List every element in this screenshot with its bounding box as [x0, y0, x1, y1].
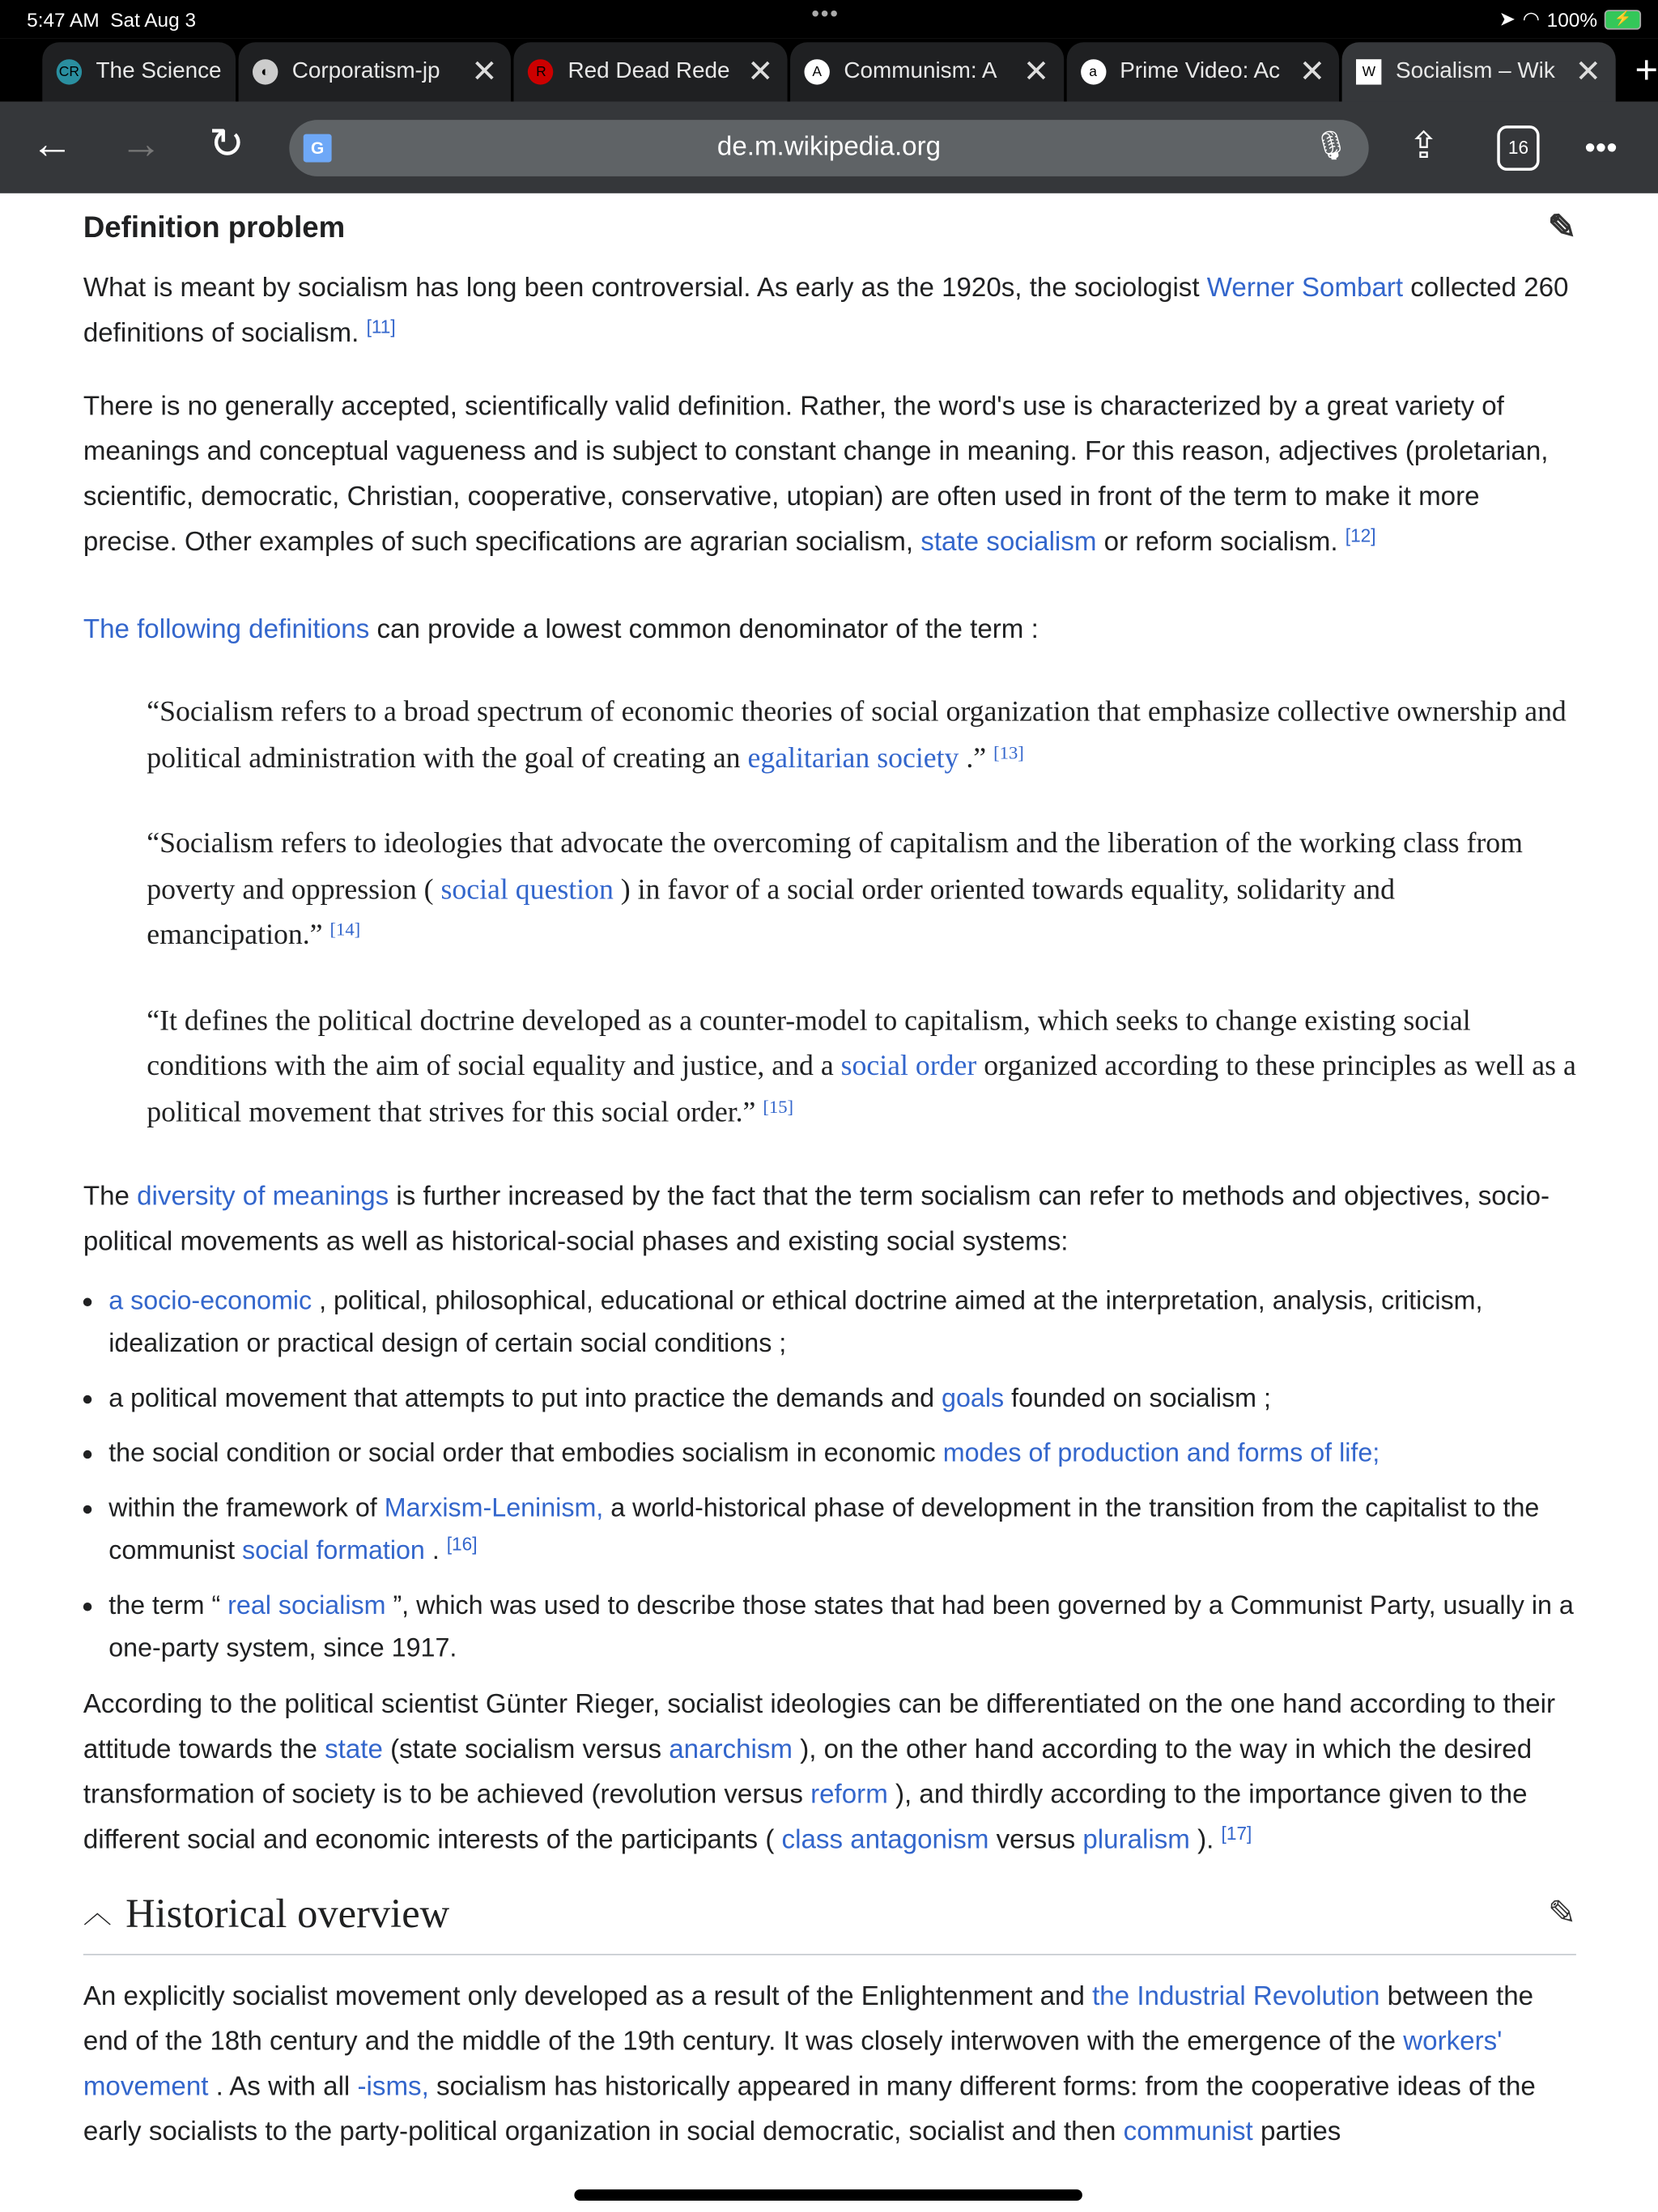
wiki-link[interactable]: pluralism — [1082, 1825, 1190, 1856]
location-icon: ➤ — [1499, 6, 1516, 30]
tab-label: The Science — [96, 59, 222, 83]
wiki-link[interactable]: state socialism — [920, 527, 1097, 558]
wiki-link[interactable]: -isms, — [357, 2072, 429, 2103]
browser-tab[interactable] — [1066, 42, 1339, 101]
translate-icon[interactable]: G — [304, 134, 332, 163]
tab-label: Communism: A — [844, 59, 997, 83]
date-text: Sat Aug 3 — [110, 8, 197, 32]
battery-percent: 100% — [1546, 7, 1598, 31]
browser-tab[interactable] — [514, 42, 787, 101]
meanings-list — [83, 1280, 1576, 1669]
forward-icon[interactable]: → — [120, 121, 163, 168]
text-run: parties — [1252, 2117, 1341, 2147]
paragraph — [83, 1975, 1576, 2155]
close-tab-icon[interactable]: ✕ — [471, 53, 498, 89]
text-run: can provide a lowest common denominator of the term : — [369, 614, 1039, 645]
text-run: According to the political scientist Günter Rieger, socialist ideologies can be differentiated on the one hand according to their attitude towards the — [83, 1690, 1556, 1765]
tab-label: Prime Video: Ac — [1120, 59, 1281, 83]
text-run: “Socialism refers to ideologies that advocate the overcoming of capitalism and the liberation of the working class from poverty and oppression ( — [147, 828, 1523, 906]
text-run: a world-historical phase of development in the transition from the capitalist to the communist — [108, 1492, 1540, 1565]
globe-icon: ◐ — [253, 59, 278, 84]
section-heading-historical[interactable] — [83, 1891, 1576, 1955]
wiki-link[interactable]: goals — [942, 1382, 1005, 1412]
text-run: What is meant by socialism has long been controversial. As early as the 1920s, the sociologist — [83, 274, 1207, 304]
text-run: There is no generally accepted, scientifically valid definition. Rather, the word's use is characterized by a great variety of meanings and conceptual vagueness and is subject to constant change in meaning. For this reason, adjectives (proletarian, scientific, democratic, Christian, cooperative, conservative, utopian) are often used in front of the term to make it more precise. Other examples of such specifications are agrarian socialism, — [83, 392, 1549, 558]
list-item — [108, 1487, 1576, 1572]
wiki-link[interactable]: reform — [810, 1780, 888, 1811]
blockquote — [147, 821, 1576, 958]
reload-icon[interactable]: ↻ — [208, 121, 244, 168]
wiki-link[interactable]: communist — [1123, 2117, 1253, 2147]
wiki-link[interactable]: Werner Sombart — [1206, 274, 1404, 304]
list-item — [108, 1377, 1576, 1419]
status-bar — [0, 0, 1658, 38]
wikipedia-icon: W — [1356, 59, 1381, 84]
text-run: organized according to these principles as well as a political movement that strives for this social order.” — [147, 1051, 1576, 1128]
status-time — [27, 8, 196, 31]
citation-link[interactable]: [13] — [993, 741, 1024, 763]
url-text[interactable]: de.m.wikipedia.org — [716, 132, 942, 163]
amazon-icon: a — [1080, 59, 1105, 84]
auburn-icon: A — [805, 59, 830, 84]
tab-label: Socialism – Wik — [1396, 59, 1555, 83]
list-item — [108, 1280, 1576, 1365]
wiki-link[interactable]: Marxism-Leninism, — [384, 1492, 604, 1522]
text-run: “It defines the political doctrine developed as a counter-model to capitalism, which seeks to change existing social conditions with the aim of social equality and justice, and a — [147, 1004, 1471, 1082]
text-run: a political movement that attempts to put into practice the demands and — [108, 1382, 942, 1412]
text-run: (state socialism versus — [382, 1734, 670, 1765]
wiki-link[interactable]: egalitarian society — [747, 742, 959, 775]
wiki-link[interactable]: the Industrial Revolution — [1092, 1981, 1380, 2012]
section-heading-definition — [83, 207, 1576, 249]
wiki-link[interactable]: diversity of meanings — [137, 1182, 389, 1212]
text-run: socialism has historically appeared in many different forms: from the cooperative ideas of the early socialists to the party-political organization in social democratic, socialist and then — [83, 2072, 1536, 2147]
home-indicator[interactable] — [574, 2189, 1082, 2201]
wiki-link[interactable]: anarchism — [669, 1734, 793, 1765]
citation-link[interactable]: [14] — [329, 918, 361, 940]
text-run: or reform socialism. — [1096, 527, 1346, 558]
section-title: Historical overview — [125, 1891, 450, 1938]
wiki-link[interactable]: a socio-economic — [108, 1284, 312, 1315]
browser-tab[interactable] — [1342, 42, 1615, 101]
microphone-icon[interactable]: 🎙 — [1313, 131, 1350, 163]
article-content — [83, 193, 1576, 2184]
close-tab-icon[interactable]: ✕ — [1299, 53, 1325, 89]
wifi-icon: ◠ — [1522, 6, 1540, 30]
text-run: . — [424, 1535, 447, 1565]
citation-link[interactable]: [11] — [366, 316, 396, 338]
text-run: between the end of the 18th century and the middle of the 19th century. It was closely interwoven with the emergence of the — [83, 1981, 1534, 2057]
multitask-dots-icon[interactable]: ••• — [811, 2, 840, 28]
edit-pencil-icon[interactable]: ✎ — [1547, 1896, 1576, 1933]
section-title: Definition problem — [83, 211, 346, 244]
address-bar[interactable] — [289, 120, 1368, 176]
citation-link[interactable]: [16] — [446, 1533, 478, 1555]
chevron-up-icon[interactable]: ︿ — [83, 1899, 112, 1930]
text-run: “Socialism refers to a broad spectrum of economic theories of social organization that emphasize collective ownership and political administration with the goal of creating an — [147, 697, 1567, 775]
text-run: ”, which was used to describe those states that had been governed by a Communist Party, usually in a one-party system, since 1917. — [108, 1590, 1574, 1662]
text-run: An explicitly socialist movement only developed as a result of the Enlightenment and — [83, 1981, 1093, 2012]
browser-tab[interactable] — [790, 42, 1063, 101]
wiki-link[interactable]: social question — [440, 873, 614, 906]
paragraph — [83, 608, 1576, 653]
list-item — [108, 1584, 1576, 1669]
text-run: ) in favor of a social order oriented towards equality, solidarity and emancipation.” — [147, 873, 1395, 951]
tab-label: Red Dead Rede — [568, 59, 730, 83]
citation-link[interactable]: [12] — [1345, 524, 1376, 546]
text-run: The — [83, 1182, 138, 1212]
status-right — [1499, 7, 1641, 32]
paragraph — [83, 266, 1576, 357]
text-run: ), and thirdly according to the importance given to the different social and economic interests of the participants ( — [83, 1780, 1528, 1856]
share-icon[interactable]: ⇪ — [1408, 124, 1439, 167]
text-run: collected 260 definitions of socialism. — [83, 274, 1569, 349]
tab-label: Corporatism-jp — [291, 59, 440, 83]
browser-tab[interactable] — [42, 42, 236, 101]
tab-strip — [0, 38, 1658, 101]
text-run: the term “ — [108, 1590, 228, 1620]
text-run: , political, philosophical, educational or ethical doctrine aimed at the interpretation, analysis, criticism, idealization or practical design of certain social conditions ; — [108, 1284, 1483, 1357]
time-text: 5:47 AM — [27, 8, 100, 32]
text-run: . As with all — [208, 2072, 358, 2103]
paragraph — [83, 1683, 1576, 1863]
close-tab-icon[interactable]: ✕ — [1022, 53, 1050, 89]
more-icon[interactable]: ••• — [1584, 129, 1618, 165]
wiki-link[interactable]: workers' movement — [83, 2027, 1503, 2103]
paragraph — [83, 385, 1576, 566]
list-item — [108, 1432, 1576, 1474]
close-tab-icon[interactable]: ✕ — [1575, 53, 1601, 89]
paragraph — [83, 1175, 1576, 1266]
text-run: ), on the other hand according to the way in which the desired transformation of society is to be achieved (revolution versus — [83, 1734, 1533, 1811]
text-run: is further increased by the fact that the term socialism can refer to methods and objectives, socio-political movements as well as historical-social phases and existing social systems: — [83, 1182, 1550, 1257]
text-run: ). — [1189, 1825, 1222, 1856]
blockquote — [147, 690, 1576, 781]
blockquote — [147, 998, 1576, 1136]
tab-count-button[interactable]: 16 — [1497, 125, 1539, 171]
wiki-link[interactable]: modes of production and forms of life; — [942, 1437, 1380, 1467]
citation-link[interactable]: [15] — [763, 1095, 794, 1117]
new-tab-icon[interactable]: + — [1635, 48, 1658, 92]
battery-icon: ⚡ — [1605, 9, 1641, 28]
rdr-icon: R — [529, 59, 554, 84]
text-run: the social condition or social order that embodies socialism in economic — [108, 1437, 943, 1467]
browser-toolbar — [0, 101, 1658, 193]
edit-pencil-icon[interactable]: ✎ — [1547, 208, 1576, 248]
citation-link[interactable]: [17] — [1221, 1822, 1252, 1845]
globe-teal-icon: CR — [57, 59, 82, 84]
wiki-link[interactable]: state — [325, 1734, 383, 1765]
text-run: versus — [988, 1825, 1083, 1856]
back-icon[interactable]: ← — [31, 121, 74, 168]
wiki-link[interactable]: class antagonism — [781, 1825, 989, 1856]
wiki-link[interactable]: social order — [840, 1051, 977, 1082]
wiki-link[interactable]: social formation — [242, 1535, 425, 1565]
text-run: within the framework of — [108, 1492, 385, 1522]
wiki-link[interactable]: The following definitions — [83, 614, 370, 645]
close-tab-icon[interactable]: ✕ — [747, 53, 774, 89]
text-run: .” — [959, 742, 994, 775]
text-run: founded on socialism ; — [1004, 1382, 1271, 1412]
wiki-link[interactable]: real socialism — [227, 1590, 386, 1620]
browser-tab[interactable] — [238, 42, 511, 101]
